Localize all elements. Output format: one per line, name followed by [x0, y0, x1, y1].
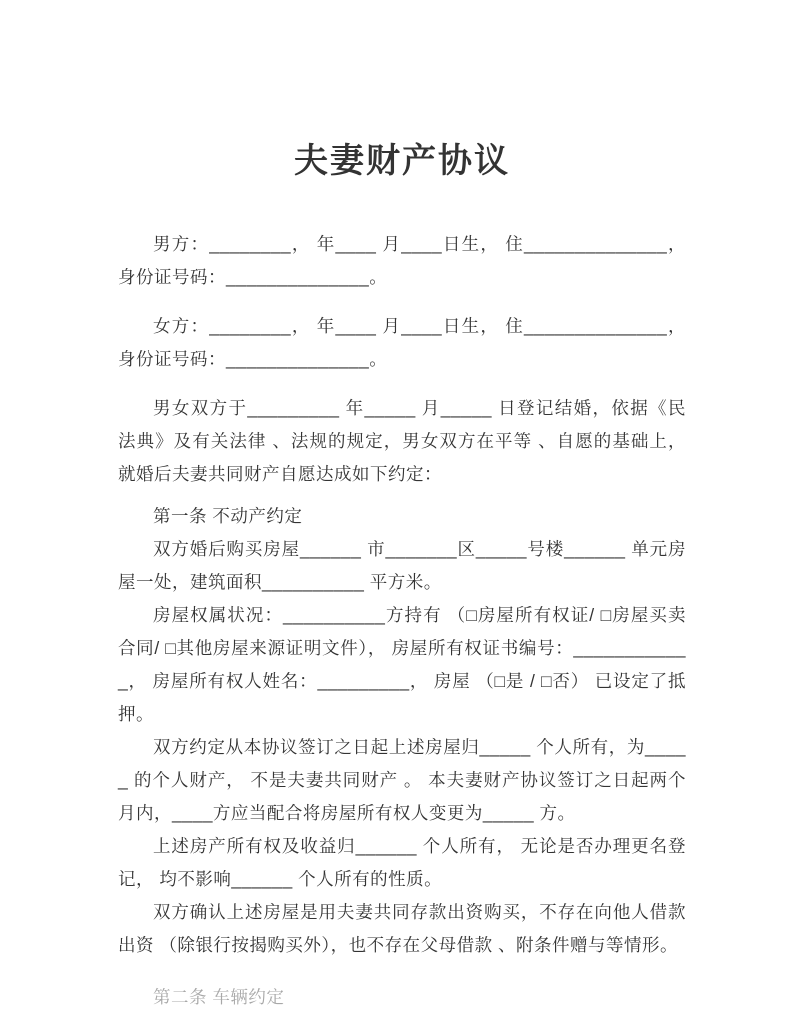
paragraph-marriage-basis: 男女双方于_________ 年_____ 月_____ 日登记结婚，依据《民法典》及有关法律 、法规的规定，男女双方在平等 、自愿的基础上，就婚后夫妻共同财产自愿达成如下约定： [118, 398, 686, 484]
paragraph-house-ownership-status: 房屋权属状况：__________方持有 （□房屋所有权证/ □房屋买卖合同/ □其他房屋来源证明文件）， 房屋所有权证书编号：____________， 房屋所有权人姓名：_________， 房屋 （□是 / □否） 已设定了抵押。 [118, 605, 686, 724]
section-1-heading: 第一条 不动产约定 [153, 506, 303, 526]
paragraph-husband-info: 男方：________， 年____ 月____日生， 住______________， 身份证号码：______________。 [118, 234, 686, 287]
paragraph-house-income-attribution: 上述房产所有权及收益归______ 个人所有， 无论是否办理更名登记， 均不影响______ 个人所有的性质。 [118, 836, 686, 889]
paragraph-wife-info: 女方：________， 年____ 月____日生， 住______________， 身份证号码：______________。 [118, 316, 686, 369]
paragraph-house-funding-confirmation: 双方确认上述房屋是用夫妻共同存款出资购买，不存在向他人借款出资 （除银行按揭购买外），也不存在父母借款 、附条件赠与等情形。 [118, 902, 686, 955]
section-2-heading: 第二条 车辆约定 [153, 987, 285, 1007]
document-title: 夫妻财产协议 [294, 142, 510, 180]
paragraph-house-ownership-agreement: 双方约定从本协议签订之日起上述房屋归_____ 个人所有，为_____ 的个人财产， 不是夫妻共同财产 。 本夫妻财产协议签订之日起两个月内，____方应当配合将房屋所有权人变更为_____ 方。 [118, 737, 686, 823]
paragraph-house-purchase: 双方婚后购买房屋______ 市_______区_____号楼______ 单元房屋一处，建筑面积__________ 平方米。 [118, 539, 686, 592]
